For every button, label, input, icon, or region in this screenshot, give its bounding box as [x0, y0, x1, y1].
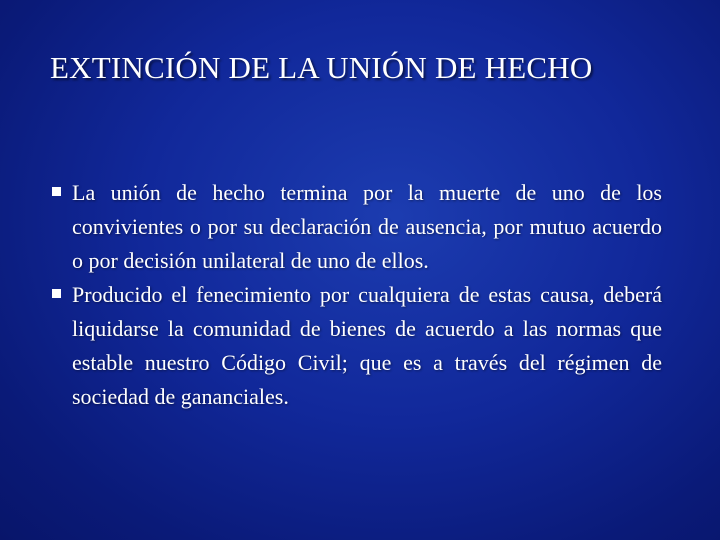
square-bullet-icon: [52, 187, 61, 196]
bullet-item: [52, 176, 662, 278]
slide-title: EXTINCIÓN DE LA UNIÓN DE HECHO: [50, 50, 593, 85]
bullet-text: Producido el fenecimiento por cualquiera de estas causa, deberá liquidarse la comunidad de bienes de acuerdo a las normas que estable nuestro Código Civil; que es a través del régimen de sociedad de gananciales.: [72, 282, 662, 409]
bullet-list: [52, 176, 662, 414]
square-bullet-icon: [52, 289, 61, 298]
bullet-text: La unión de hecho termina por la muerte de uno de los convivientes o por su declaración de ausencia, por mutuo acuerdo o por decisión unilateral de uno de ellos.: [72, 180, 662, 273]
bullet-item: [52, 278, 662, 414]
